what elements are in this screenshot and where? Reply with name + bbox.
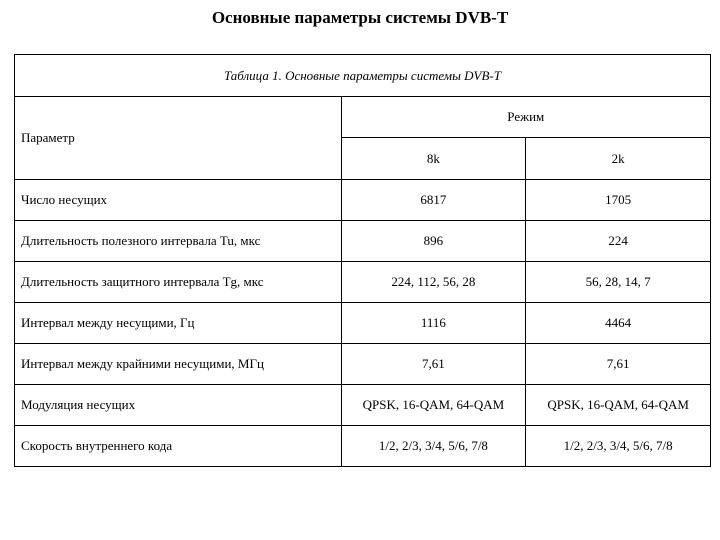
table-row xyxy=(15,385,711,426)
mode-8k-header: 8k xyxy=(341,138,526,180)
table-row xyxy=(15,180,711,221)
table-row xyxy=(15,303,711,344)
value-8k-cell: 1/2, 2/3, 3/4, 5/6, 7/8 xyxy=(341,426,526,467)
param-cell: Длительность полезного интервала Tu, мкс xyxy=(15,221,342,262)
dvb-t-parameters-table xyxy=(14,54,711,467)
value-8k-cell: 224, 112, 56, 28 xyxy=(341,262,526,303)
value-8k-cell: QPSK, 16-QAM, 64-QAM xyxy=(341,385,526,426)
value-2k-cell: 56, 28, 14, 7 xyxy=(526,262,711,303)
param-cell: Интервал между крайними несущими, МГц xyxy=(15,344,342,385)
page-title: Основные параметры системы DVB-T xyxy=(211,8,509,27)
table-row xyxy=(15,221,711,262)
value-8k-cell: 7,61 xyxy=(341,344,526,385)
param-cell: Число несущих xyxy=(15,180,342,221)
param-cell: Длительность защитного интервала Tg, мкс xyxy=(15,262,342,303)
value-8k-cell: 1116 xyxy=(341,303,526,344)
value-8k-cell: 6817 xyxy=(341,180,526,221)
value-2k-cell: QPSK, 16-QAM, 64-QAM xyxy=(526,385,711,426)
value-2k-cell: 7,61 xyxy=(526,344,711,385)
param-header: Параметр xyxy=(15,97,342,180)
param-cell: Скорость внутреннего кода xyxy=(15,426,342,467)
value-8k-cell: 896 xyxy=(341,221,526,262)
value-2k-cell: 224 xyxy=(526,221,711,262)
table-row xyxy=(15,262,711,303)
mode-2k-header: 2k xyxy=(526,138,711,180)
param-cell: Интервал между несущими, Гц xyxy=(15,303,342,344)
value-2k-cell: 1/2, 2/3, 3/4, 5/6, 7/8 xyxy=(526,426,711,467)
param-cell: Модуляция несущих xyxy=(15,385,342,426)
value-2k-cell: 1705 xyxy=(526,180,711,221)
table-row xyxy=(15,344,711,385)
table-row xyxy=(15,426,711,467)
value-2k-cell: 4464 xyxy=(526,303,711,344)
mode-header: Режим xyxy=(341,97,710,138)
table-caption: Таблица 1. Основные параметры системы DVB-T xyxy=(15,55,711,97)
